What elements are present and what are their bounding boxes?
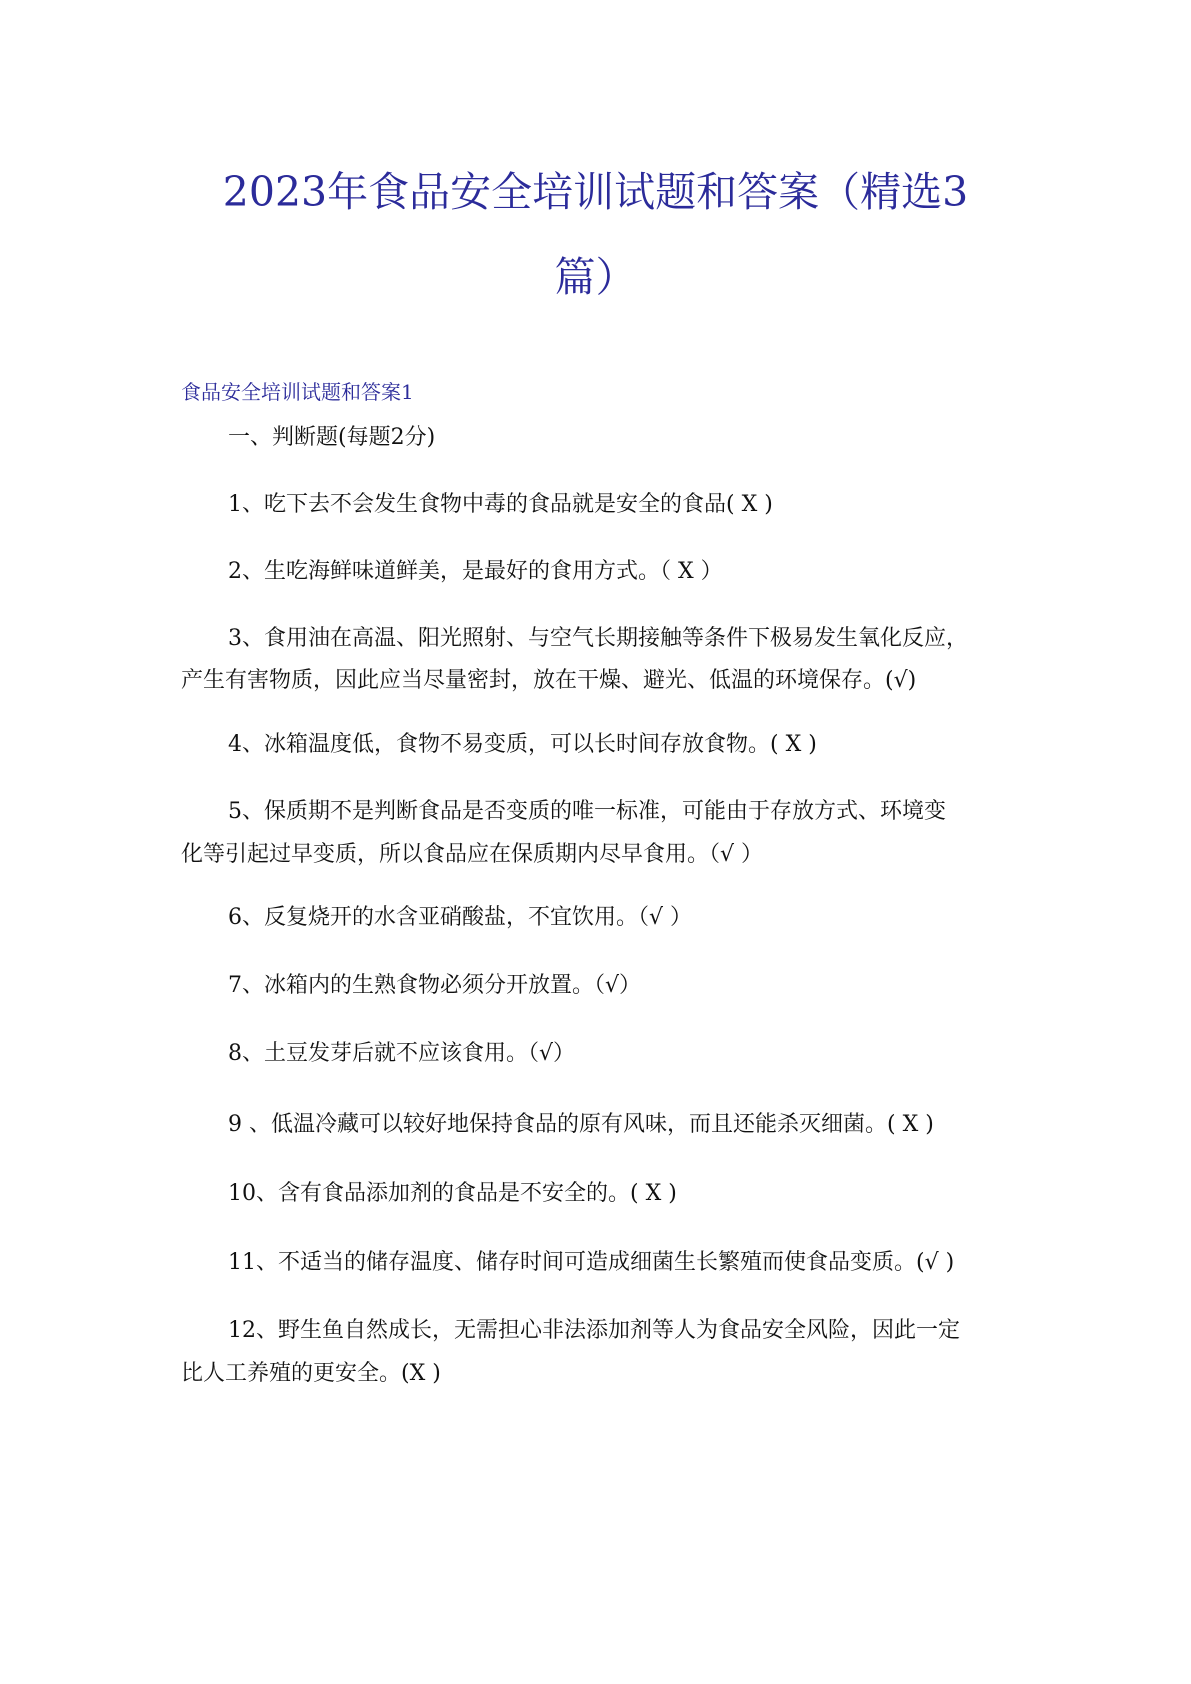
question-3-line-2: 产生有害物质，因此应当尽量密封，放在干燥、避光、低温的环境保存。(√) (181, 668, 917, 693)
question-3-line-1: 3、食用油在高温、阳光照射、与空气长期接触等条件下极易发生氧化反应， (228, 626, 968, 651)
title-line-1: 2023年食品安全培训试题和答案（精选3 (222, 168, 969, 216)
question-1: 1、吃下去不会发生食物中毒的食品就是安全的食品( X ) (228, 492, 773, 517)
section-heading: 食品安全培训试题和答案1 (181, 380, 414, 404)
question-8: 8、土豆发芽后就不应该食用。（√） (228, 1041, 576, 1066)
question-5-line-2: 化等引起过早变质，所以食品应在保质期内尽早食用。（√ ） (181, 842, 764, 867)
part-heading: 一、判断题(每题2分) (228, 425, 436, 450)
question-7: 7、冰箱内的生熟食物必须分开放置。（√） (228, 973, 642, 998)
question-6: 6、反复烧开的水含亚硝酸盐，不宜饮用。（√ ） (228, 905, 693, 930)
question-9: 9 、低温冷藏可以较好地保持食品的原有风味，而且还能杀灭细菌。( X ) (228, 1112, 934, 1137)
question-11: 11、不适当的储存温度、储存时间可造成细菌生长繁殖而使食品变质。(√ ) (228, 1250, 955, 1275)
question-5-line-1: 5、保质期不是判断食品是否变质的唯一标准，可能由于存放方式、环境变 (228, 799, 946, 824)
question-2: 2、生吃海鲜味道鲜美，是最好的食用方式。（ X ） (228, 559, 723, 584)
document-title (150, 150, 1041, 320)
question-4: 4、冰箱温度低，食物不易变质，可以长时间存放食物。( X ) (228, 732, 817, 757)
question-12-line-2: 比人工养殖的更安全。(X ) (181, 1361, 441, 1386)
question-12-line-1: 12、野生鱼自然成长，无需担心非法添加剂等人为食品安全风险，因此一定 (228, 1318, 960, 1343)
question-10: 10、含有食品添加剂的食品是不安全的。( X ) (228, 1181, 677, 1206)
title-line-2: 篇） (554, 253, 637, 301)
